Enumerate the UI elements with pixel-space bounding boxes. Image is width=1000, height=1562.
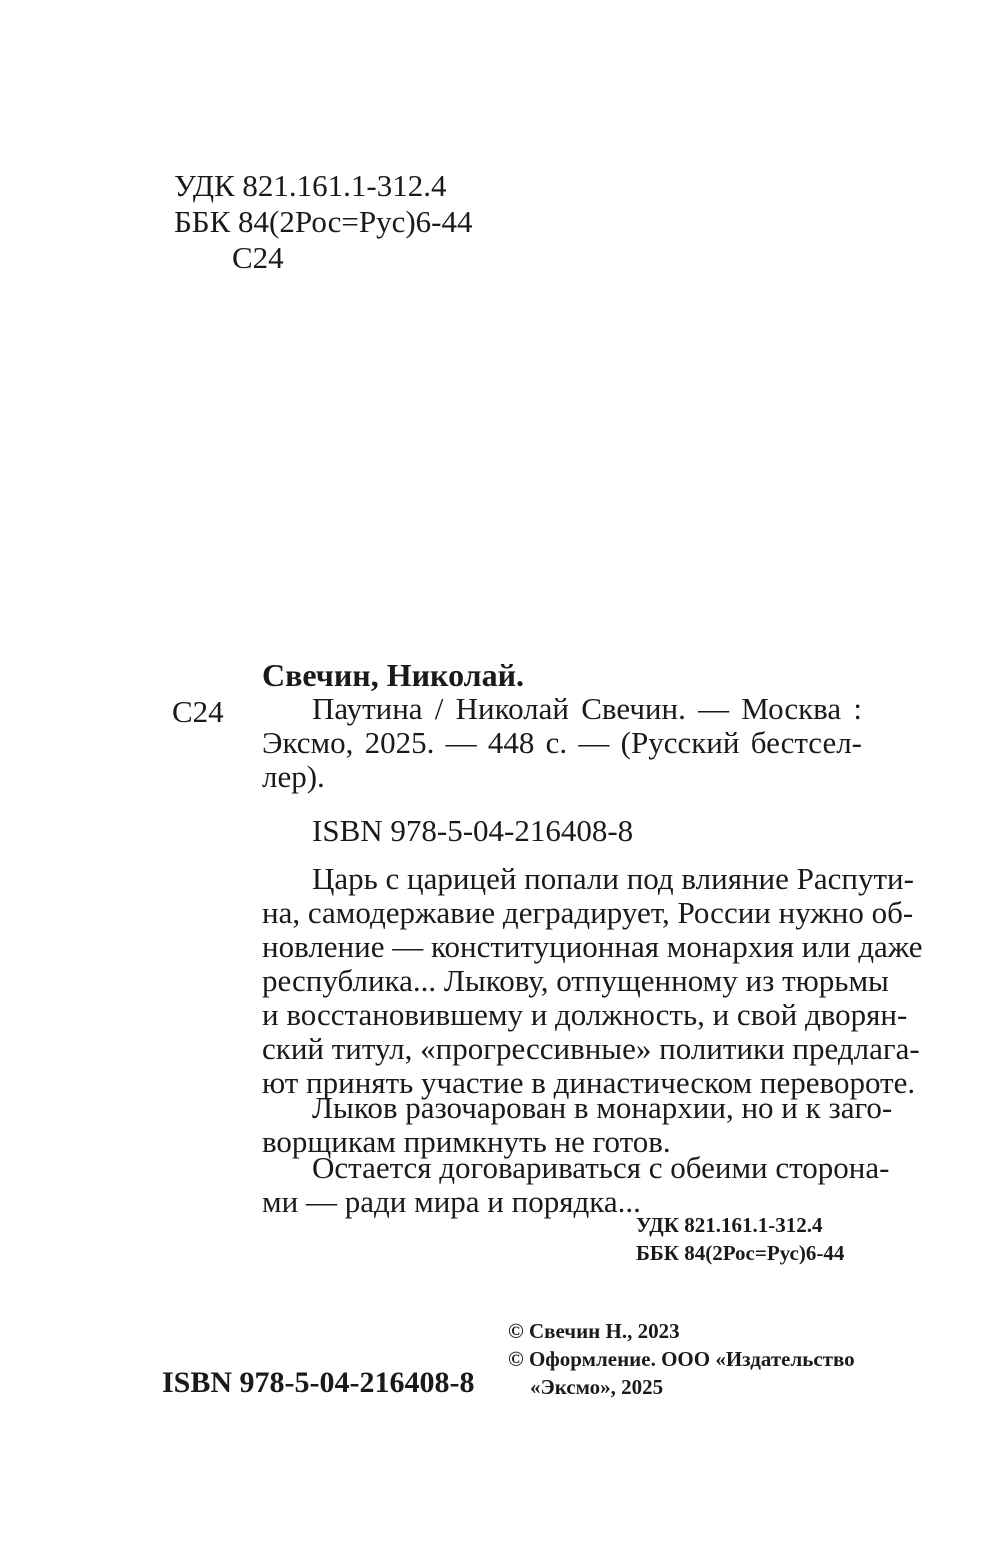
isbn-line: ISBN 978-5-04-216408-8 <box>312 813 634 848</box>
top-udk: УДК 821.161.1-312.4 <box>174 168 447 203</box>
biblio-line: Паутина / Николай Свечин. — Москва : <box>312 691 862 726</box>
annotation-line: Лыков разочарован в монархии, но и к заго- <box>312 1090 893 1125</box>
annotation-paragraph-2 <box>262 1090 893 1159</box>
annotation-line: на, самодержавие деградирует, России нужно об- <box>262 895 914 930</box>
bottom-bbk: ББК 84(2Рос=Рус)6-44 <box>636 1241 845 1265</box>
side-author-code: С24 <box>172 694 224 729</box>
bottom-udk: УДК 821.161.1-312.4 <box>636 1213 823 1237</box>
annotation-paragraph-1 <box>262 861 923 1100</box>
annotation-line: ворщикам примкнуть не готов. <box>262 1124 671 1159</box>
top-bbk: ББК 84(2Рос=Рус)6-44 <box>174 204 473 239</box>
annotation-line: республика... Лыкову, отпущенному из тюрьмы <box>262 963 889 998</box>
annotation-paragraph-3 <box>262 1150 890 1219</box>
bottom-isbn: ISBN 978-5-04-216408-8 <box>162 1366 475 1399</box>
copyright-publisher: «Эксмо», 2025 <box>530 1375 664 1399</box>
annotation-line: Царь с царицей попали под влияние Распути- <box>312 861 914 896</box>
biblio-line: лер). <box>262 759 325 794</box>
copyright-author: © Свечин Н., 2023 <box>508 1319 680 1343</box>
bibliographic-description <box>262 692 862 794</box>
annotation-line: ми — ради мира и порядка... <box>262 1184 641 1219</box>
biblio-line: Эксмо, 2025. — 448 с. — (Русский бестсел- <box>262 725 862 760</box>
top-author-code: С24 <box>232 240 284 275</box>
annotation-line: и восстановившему и должность, и свой дворян- <box>262 997 908 1032</box>
annotation-line: ют принять участие в династическом перевороте. <box>262 1065 916 1100</box>
annotation-line: ский титул, «прогрессивные» политики предлага- <box>262 1031 920 1066</box>
annotation-line: Остается договариваться с обеими сторона- <box>312 1150 890 1185</box>
author-heading: Свечин, Николай. <box>262 657 525 693</box>
copyright-design: © Оформление. ООО «Издательство <box>508 1347 855 1371</box>
annotation-line: новление — конституционная монархия или даже <box>262 929 923 964</box>
